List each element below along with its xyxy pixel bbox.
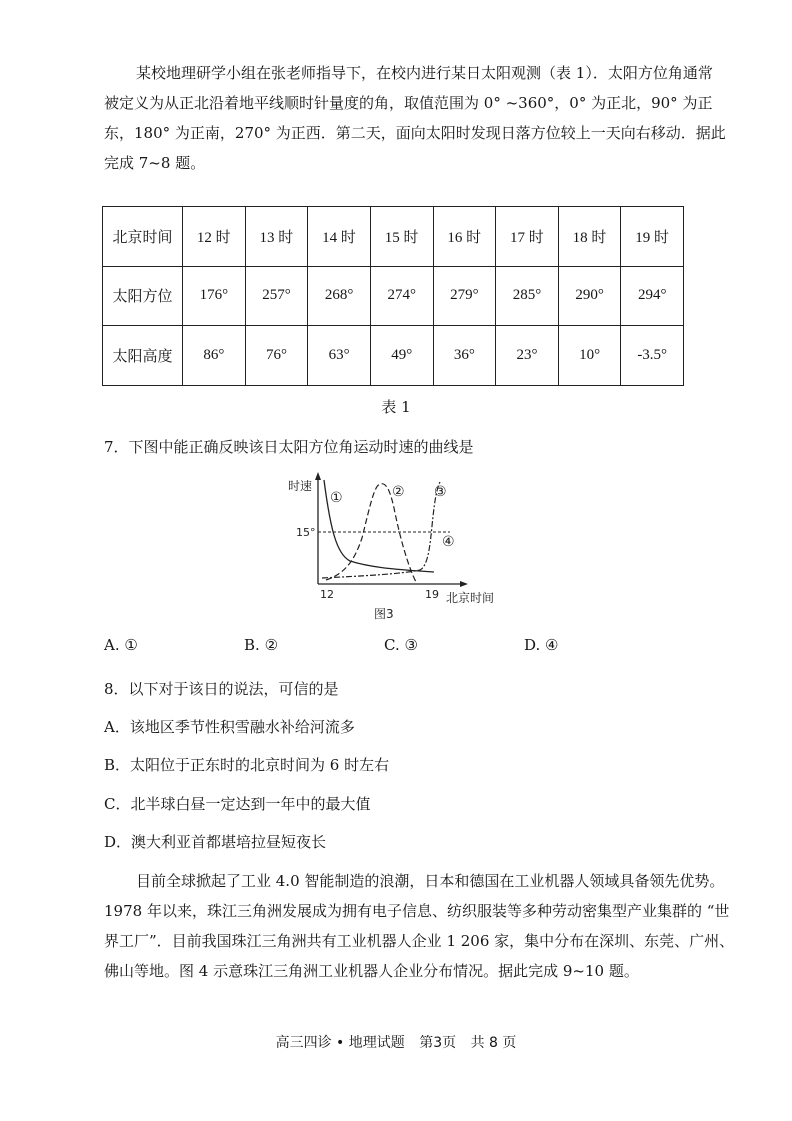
time-cell: 18 时 (558, 207, 621, 267)
azimuth-cell: 290° (558, 266, 621, 326)
curve-label-1: ① (330, 490, 343, 506)
altitude-cell: 10° (558, 326, 621, 386)
y-axis-arrow (315, 472, 321, 480)
figure-caption: 图3 (374, 607, 394, 621)
altitude-cell: 86° (183, 326, 246, 386)
x-axis-arrow (460, 581, 468, 587)
altitude-cell: 36° (433, 326, 496, 386)
time-cell: 13 时 (245, 207, 308, 267)
time-cell: 12 时 (183, 207, 246, 267)
curve-label-3: ③ (434, 484, 447, 500)
intro-line: 被定义为从正北沿着地平线顺时针量度的角，取值范围为 0° ~360°，0° 为正北，90° 为正 (104, 94, 713, 112)
passage-line: 1978 年以来，珠江三角洲发展成为拥有电子信息、纺织服装等多种劳动密集型产业集群的 “世 (104, 902, 730, 920)
passage-2 (104, 866, 735, 986)
time-cell: 14 时 (308, 207, 371, 267)
question-7-stem: 7．下图中能正确反映该日太阳方位角运动时速的曲线是 (104, 438, 474, 456)
option-text: ④ (545, 636, 559, 654)
azimuth-cell: 279° (433, 266, 496, 326)
passage-line: 目前全球掀起了工业 4.0 智能制造的浪潮，日本和德国在工业机器人领域具备领先优势。 (136, 872, 725, 890)
figure-3-speed-curves (282, 466, 512, 626)
option-letter: A. (104, 636, 120, 654)
intro-line: 完成 7~8 题。 (104, 154, 206, 172)
passage-line: 界工厂”．目前我国珠江三角洲共有工业机器人企业 1 206 家，集中分布在深圳、东莞、广州、 (104, 932, 735, 950)
question-8-stem: 8．以下对于该日的说法，可信的是 (104, 680, 339, 698)
azimuth-cell: 176° (183, 266, 246, 326)
x-end-label: 19 (425, 588, 439, 601)
x-axis-label: 北京时间 (446, 591, 495, 605)
q8-option-c: C．北半球白昼一定达到一年中的最大值 (104, 795, 371, 813)
y-tick-label: 15° (296, 526, 316, 539)
row-header: 太阳高度 (103, 326, 183, 386)
q8-option-a: A．该地区季节性积雪融水补给河流多 (104, 718, 355, 736)
time-cell: 16 时 (433, 207, 496, 267)
passage-line: 佛山等地。图 4 示意珠江三角洲工业机器人企业分布情况。据此完成 9~10 题。 (104, 962, 639, 980)
altitude-cell: 63° (308, 326, 371, 386)
footer-exam-title: 高三四诊 • 地理试题 (275, 1035, 405, 1051)
azimuth-cell: 294° (621, 266, 684, 326)
altitude-cell: 23° (496, 326, 559, 386)
option-text: ③ (404, 636, 418, 654)
q8-option-b: B．太阳位于正东时的北京时间为 6 时左右 (104, 756, 390, 774)
option-letter: B. (244, 636, 260, 654)
time-cell: 15 时 (370, 207, 433, 267)
table-row-time (103, 207, 684, 267)
option-letter: C. (384, 636, 400, 654)
intro-paragraph (104, 58, 726, 178)
azimuth-cell: 268° (308, 266, 371, 326)
altitude-cell: -3.5° (621, 326, 684, 386)
table-row-altitude (103, 326, 684, 386)
table-caption: 表 1 (381, 398, 411, 416)
table-row-azimuth (103, 266, 684, 326)
q7-option-d (524, 636, 559, 654)
q7-option-c (384, 636, 418, 654)
azimuth-cell: 257° (245, 266, 308, 326)
footer-total-pages: 共 8 页 (470, 1035, 517, 1051)
y-axis-label: 时速 (288, 479, 313, 493)
intro-line: 某校地理研学小组在张老师指导下，在校内进行某日太阳观测（表 1）．太阳方位角通常 (136, 64, 713, 82)
azimuth-cell: 274° (370, 266, 433, 326)
curve-label-4: ④ (442, 534, 455, 550)
altitude-cell: 76° (245, 326, 308, 386)
observation-table (102, 206, 684, 386)
option-letter: D. (524, 636, 541, 654)
row-header: 北京时间 (103, 207, 183, 267)
altitude-cell: 49° (370, 326, 433, 386)
row-header: 太阳方位 (103, 266, 183, 326)
footer-page-number: 第3页 (419, 1035, 457, 1051)
page-footer (0, 1032, 792, 1052)
x-start-label: 12 (320, 588, 334, 601)
time-cell: 17 时 (496, 207, 559, 267)
q7-option-b (244, 636, 278, 654)
curve-label-2: ② (392, 484, 405, 500)
option-text: ① (124, 636, 138, 654)
azimuth-cell: 285° (496, 266, 559, 326)
time-cell: 19 时 (621, 207, 684, 267)
intro-line: 东，180° 为正南，270° 为正西．第二天，面向太阳时发现日落方位较上一天向右移动．据此 (104, 124, 726, 142)
option-text: ② (264, 636, 279, 654)
q7-option-a (104, 636, 138, 654)
q8-option-d: D．澳大利亚首都堪培拉昼短夜长 (104, 833, 327, 851)
